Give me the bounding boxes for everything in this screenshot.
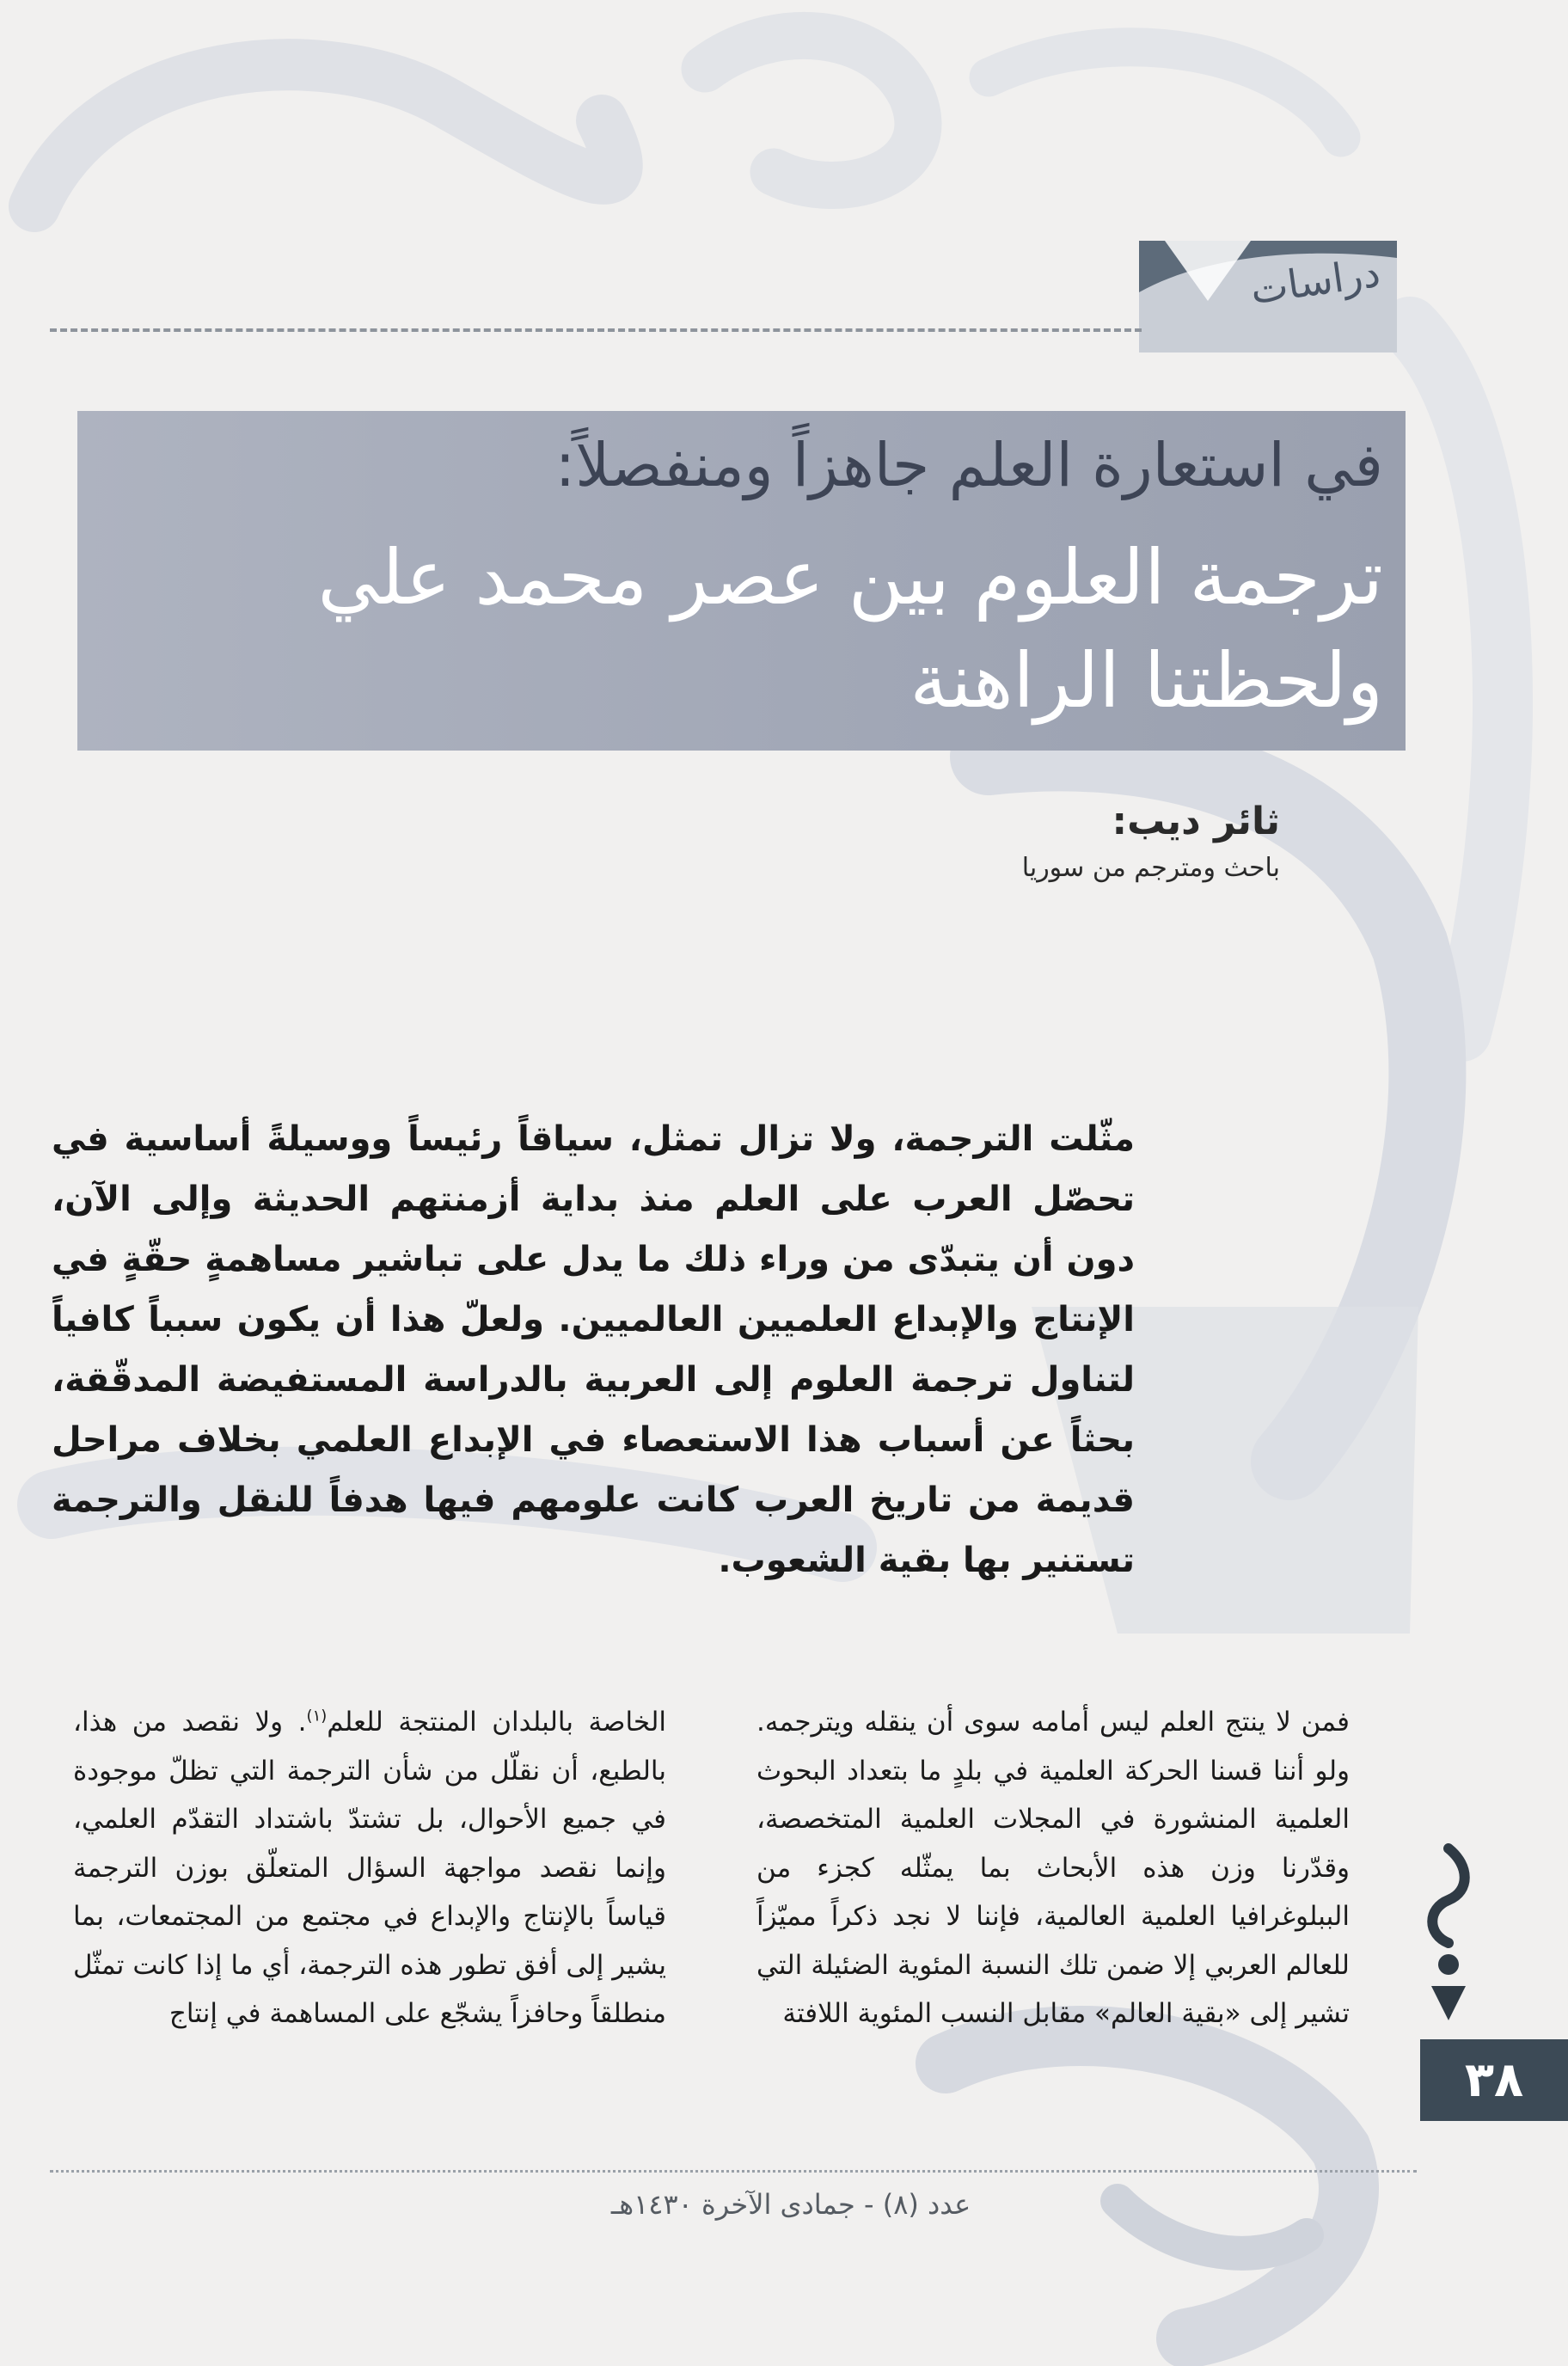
- author-role: باحث ومترجم من سوريا: [1021, 853, 1280, 883]
- section-label: دراسات: [1247, 248, 1383, 314]
- body-column-left-text-start: الخاصة بالبلدان المنتجة للعلم: [327, 1707, 666, 1738]
- intro-paragraph: مثّلت الترجمة، ولا تزال تمثل، سياقاً رئيساً ووسيلةً أساسية في تحصّل العرب على العلم منذ بداية أزمنتهم الحديثة وإلى الآن، دون أن يتبدّى من وراء ذلك ما يدل على تباشير مساهمةٍ حقّةٍ في الإنتاج والإبداع العلميين العالميين. ولعلّ هذا أن يكون سبباً كافياً لتناول ترجمة العلوم إلى العربية بالدراسة المستفيضة المدقّقة، بحثاً عن أسباب هذا الاستعصاء في الإبداع العلمي بخلاف مراحل قديمة من تاريخ العرب كانت علومهم فيها هدفاً للنقل والترجمة تستنير بها بقية الشعوب.: [52, 1119, 1135, 1580]
- header-dashed-divider: [50, 328, 1142, 332]
- magazine-logo-icon: [1418, 1840, 1479, 2029]
- page-number: ٣٨: [1464, 2052, 1524, 2108]
- footer-dotted-divider: [50, 2170, 1417, 2173]
- issue-footer: عدد (٨) - جمادى الآخرة ١٤٣٠هـ: [610, 2188, 971, 2221]
- body-column-left: [73, 1698, 666, 2038]
- author-name: ثائر ديب:: [1112, 800, 1280, 843]
- article-subtitle: في استعارة العلم جاهزاً ومنفصلاً:: [554, 430, 1383, 500]
- article-title-line-2: ولحظتنا الراهنة: [910, 636, 1383, 725]
- body-column-right: فمن لا ينتج العلم ليس أمامه سوى أن ينقله ويترجمه. ولو أننا قسنا الحركة العلمية في بلدٍ ما بتعداد البحوث العلمية المنشورة في المجلات العلمية المتخصصة، وقدّرنا وزن هذه الأبحاث بما يمثّله كجزء من الببلوغرافيا العلمية العالمية، فإننا لا نجد ذكراً مميّزاً للعالم العربي إلا ضمن تلك النسبة المئوية الضئيلة التي تشير إلى «بقية العالم» مقابل النسب المئوية اللافتة: [756, 1707, 1350, 2029]
- article-title-line-1: ترجمة العلوم بين عصر محمد علي: [317, 533, 1383, 622]
- body-column-left-text-end: . ولا نقصد من هذا، بالطبع، أن نقلّل من شأن الترجمة التي تظلّ موجودة في جميع الأحوال، بل تشتدّ باشتداد التقدّم العلمي، وإنما نقصد مواجهة السؤال المتعلّق بوزن الترجمة قياساً بالإنتاج والإبداع في مجتمع من المجتمعات، بما يشير إلى أفق تطور هذه الترجمة، أي ما إذا كانت تمثّل منطلقاً وحافزاً يشجّع على المساهمة في إنتاج: [73, 1707, 666, 2029]
- footnote-marker: (١): [306, 1707, 328, 1725]
